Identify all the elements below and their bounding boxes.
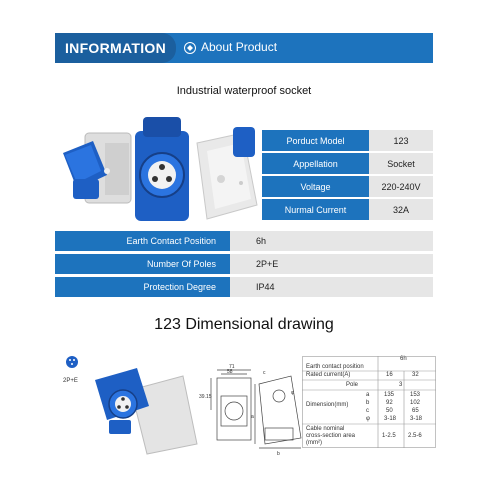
spec-value: 2P+E bbox=[230, 254, 433, 274]
cable-label-3: (mm²) bbox=[306, 440, 322, 446]
spec-key: Voltage bbox=[262, 176, 369, 197]
spec-row-poles bbox=[55, 254, 433, 274]
socket-photo-front bbox=[133, 113, 191, 226]
socket-render bbox=[95, 368, 197, 454]
spec-row-model bbox=[262, 130, 433, 151]
dim-v16: 3-18 bbox=[384, 416, 397, 422]
dim-phi: φ bbox=[291, 390, 295, 396]
dim-key: φ bbox=[366, 416, 370, 422]
spec-value: Socket bbox=[369, 153, 433, 174]
spec-key: Number Of Poles bbox=[55, 254, 230, 274]
dim-v32: 65 bbox=[412, 408, 419, 414]
spec-key: Nurmal Current bbox=[262, 199, 369, 220]
spec-value: 220-240V bbox=[369, 176, 433, 197]
dim-side: 39.15 bbox=[199, 394, 212, 400]
spec-value: 32A bbox=[369, 199, 433, 220]
spec-key: Appellation bbox=[262, 153, 369, 174]
socket-photo-left bbox=[55, 113, 133, 226]
dim-v16: 50 bbox=[386, 408, 393, 414]
cable-label-1: Cable nominal bbox=[306, 426, 345, 432]
spec-row-earth-contact bbox=[55, 231, 433, 251]
dim-c: c bbox=[263, 370, 266, 376]
technical-drawing-side bbox=[255, 376, 301, 448]
dim-top2: 58 bbox=[227, 369, 233, 375]
cable-label-2: cross-section area bbox=[306, 433, 356, 439]
dim-v32: 3-18 bbox=[410, 416, 423, 422]
pole-row-value: 3 bbox=[399, 382, 403, 388]
spec-value: IP44 bbox=[230, 277, 433, 297]
dim-key: a bbox=[366, 392, 370, 398]
dim-v32: 102 bbox=[410, 400, 421, 406]
rated-16: 16 bbox=[386, 372, 393, 378]
dimensional-drawing-title: 123 Dimensional drawing bbox=[154, 316, 334, 333]
socket-photo-side bbox=[191, 113, 263, 226]
cable-16: 1-2.5 bbox=[382, 433, 396, 439]
spec-row-protection bbox=[55, 277, 433, 297]
cable-32: 2.5-6 bbox=[408, 433, 422, 439]
spec-key: Porduct Model bbox=[262, 130, 369, 151]
rated-label: Rated current(A) bbox=[306, 372, 351, 378]
pole-row-label: Pole bbox=[346, 382, 359, 388]
information-tab: INFORMATION bbox=[55, 33, 176, 63]
pole-symbol-icon bbox=[66, 356, 78, 368]
dim-v32: 153 bbox=[410, 392, 421, 398]
spec-value: 123 bbox=[369, 130, 433, 151]
dim-key: b bbox=[366, 400, 370, 406]
earth-label: Earth contact position bbox=[306, 364, 364, 370]
section-banner bbox=[55, 33, 433, 63]
dim-top: 71 bbox=[229, 364, 235, 370]
diamond-plus-icon bbox=[184, 42, 196, 54]
dim-v16: 92 bbox=[386, 400, 393, 406]
spec-row-appellation bbox=[262, 153, 433, 174]
pole-label: 2P+E bbox=[63, 378, 78, 384]
dim-b: b bbox=[277, 451, 280, 457]
earth-value: 6h bbox=[400, 356, 407, 362]
dimension-table bbox=[302, 356, 436, 448]
product-title: Industrial waterproof socket bbox=[176, 85, 312, 97]
spec-value: 6h bbox=[230, 231, 433, 251]
about-product-label: About Product bbox=[201, 40, 278, 54]
spec-row-current bbox=[262, 199, 433, 220]
dim-key: c bbox=[366, 408, 369, 414]
dim-v16: 135 bbox=[384, 392, 395, 398]
spec-row-voltage bbox=[262, 176, 433, 197]
technical-drawing-front bbox=[211, 370, 251, 440]
dimension-label: Dimension(mm) bbox=[306, 402, 349, 408]
spec-key: Earth Contact Position bbox=[55, 231, 230, 251]
spec-key: Protection Degree bbox=[55, 277, 230, 297]
rated-32: 32 bbox=[412, 372, 419, 378]
dim-a: a bbox=[251, 414, 254, 420]
